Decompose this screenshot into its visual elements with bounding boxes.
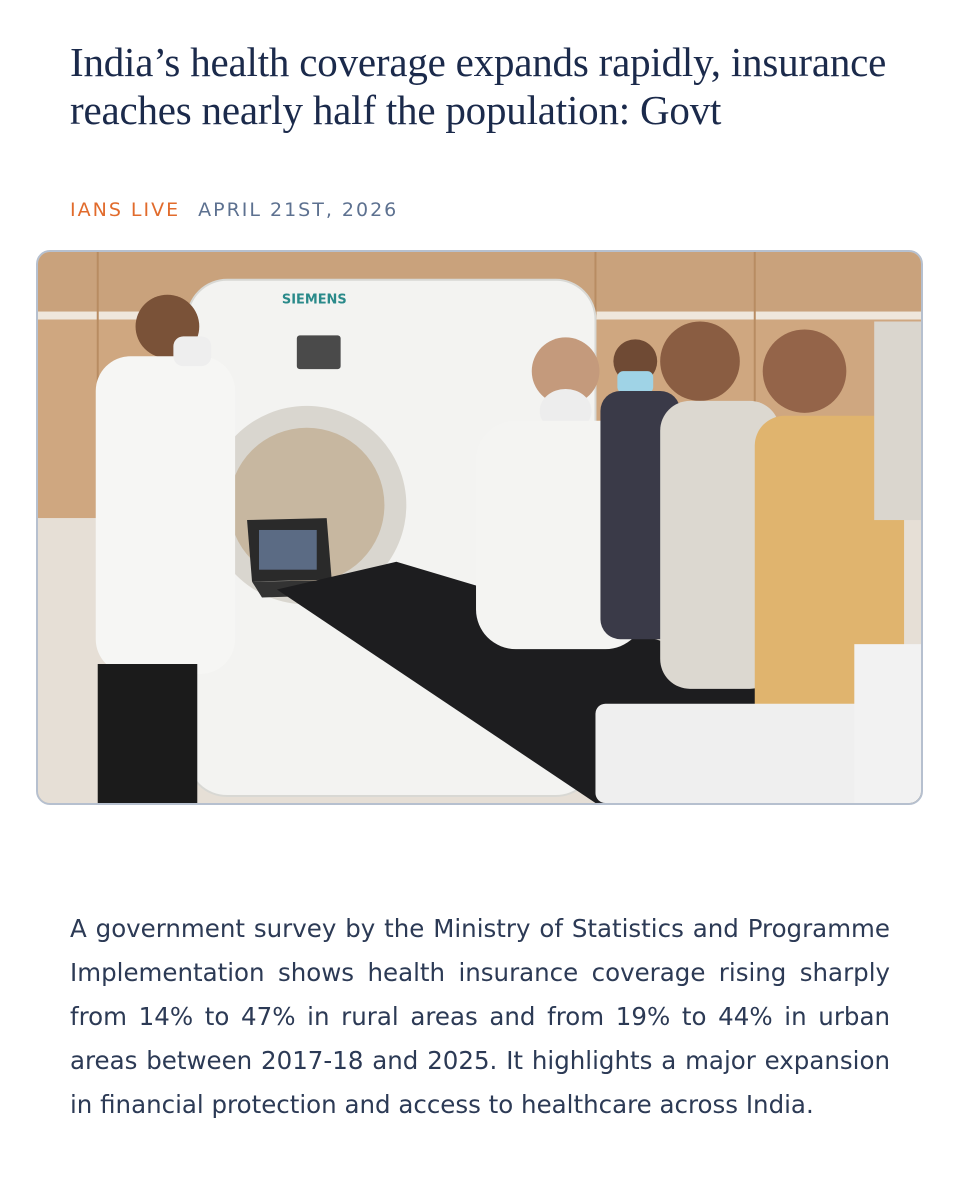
article-headline: India’s health coverage expands rapidly, insurance reaches nearly half the population: Govt	[70, 39, 887, 133]
publish-date: APRIL 21ST, 2026	[198, 199, 399, 221]
source-label[interactable]: IANS LIVE	[70, 199, 181, 221]
byline	[70, 199, 398, 221]
article-body: A government survey by the Ministry of Statistics and Programme Implementation shows health insurance coverage rising sharply from 14% to 47% in rural areas and from 19% to 44% in urban areas between 2017-18 and 2025. It highlights a major expansion in financial protection and access to healthcare across India.	[70, 914, 890, 1119]
ct-scanner-photo	[38, 252, 921, 803]
scanner-brand-label: SIEMENS	[281, 292, 347, 308]
article-photo	[36, 250, 923, 805]
